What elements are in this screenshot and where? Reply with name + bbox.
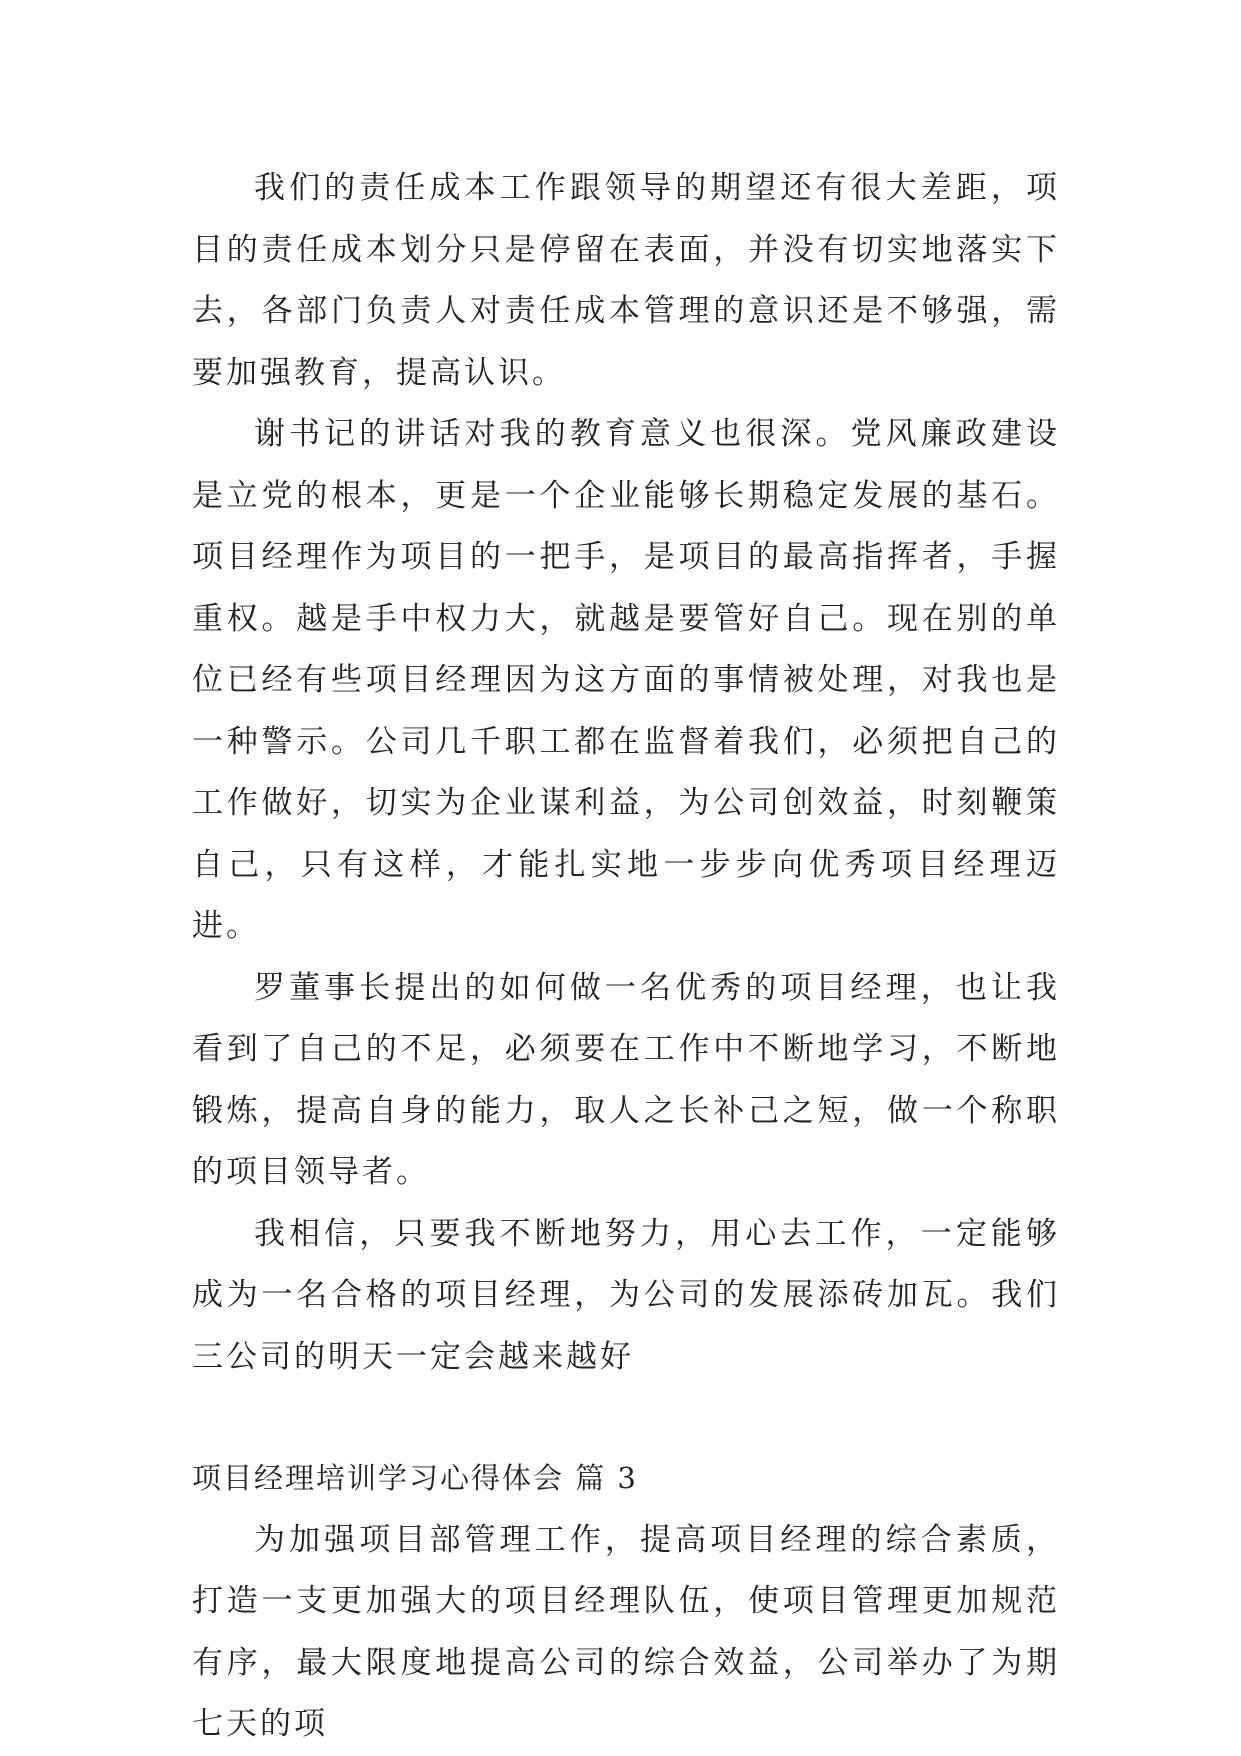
paragraph-conclusion: 我相信，只要我不断地努力，用心去工作，一定能够成为一名合格的项目经理，为公司的发展添砖加瓦。我们三公司的明天一定会越来越好 [192,1215,1060,1375]
section-heading: 项目经理培训学习心得体会 篇 3 [192,1461,638,1495]
paragraph-chairman-advice: 罗董事长提出的如何做一名优秀的项目经理，也让我看到了自己的不足，必须要在工作中不断地学习，不断地锻炼，提高自身的能力，取人之长补己之短，做一个称职的项目领导者。 [192,969,1060,1190]
paragraph-responsibility-cost: 我们的责任成本工作跟领导的期望还有很大差距，项目的责任成本划分只是停留在表面，并没有切实地落实下去，各部门负责人对责任成本管理的意识还是不够强，需要加强教育，提高认识。 [192,170,1060,391]
document-body [192,158,1060,1756]
paragraph-section3-intro: 为加强项目部管理工作，提高项目经理的综合素质，打造一支更加强大的项目经理队伍，使项目管理更加规范有序，最大限度地提高公司的综合效益，公司举办了为期七天的项 [192,1521,1060,1742]
paragraph-secretary-speech: 谢书记的讲话对我的教育意义也很深。党风廉政建设是立党的根本，更是一个企业能够长期稳定发展的基石。项目经理作为项目的一把手，是项目的最高指挥者，手握重权。越是手中权力大，就越是要管好自己。现在别的单位已经有些项目经理因为这方面的事情被处理，对我也是一种警示。公司几千职工都在监督着我们，必须把自己的工作做好，切实为企业谋利益，为公司创效益，时刻鞭策自己，只有这样，才能扎实地一步步向优秀项目经理迈进。 [192,416,1060,944]
